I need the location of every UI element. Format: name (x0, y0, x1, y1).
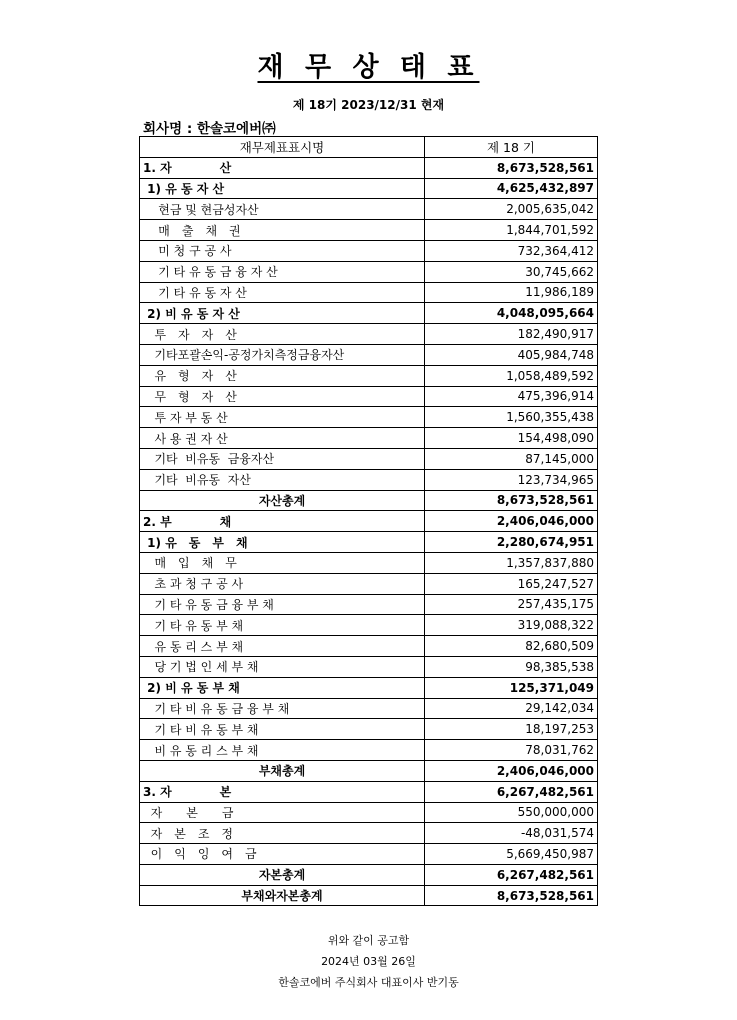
row-amount: -48,031,574 (425, 823, 598, 844)
table-row (140, 178, 598, 199)
table-row (140, 594, 598, 615)
row-label: 기 타 유 동 금 융 자 산 (140, 261, 425, 282)
row-label: 3. 자 본 (140, 781, 425, 802)
table-row (140, 469, 598, 490)
company-name: 회사명 : 한솔코에버㈜ (143, 121, 276, 137)
table-row (140, 740, 598, 761)
row-amount: 4,048,095,664 (425, 303, 598, 324)
row-label: 1) 유 동 부 채 (140, 532, 425, 553)
table-row (140, 677, 598, 698)
table-row (140, 802, 598, 823)
row-label: 기타포괄손익-공정가치측정금융자산 (140, 344, 425, 365)
table-row (140, 864, 598, 885)
table-row (140, 365, 598, 386)
row-amount: 82,680,509 (425, 636, 598, 657)
row-label: 2) 비 유 동 자 산 (140, 303, 425, 324)
table-row (140, 844, 598, 865)
table-row (140, 282, 598, 303)
table-row (140, 656, 598, 677)
balance-sheet-table (139, 136, 598, 906)
row-amount: 98,385,538 (425, 656, 598, 677)
table-row (140, 760, 598, 781)
row-label: 부채총계 (140, 760, 425, 781)
row-label: 2. 부 채 (140, 511, 425, 532)
row-amount: 123,734,965 (425, 469, 598, 490)
row-amount: 8,673,528,561 (425, 490, 598, 511)
row-amount: 5,669,450,987 (425, 844, 598, 865)
row-amount: 6,267,482,561 (425, 864, 598, 885)
row-amount: 125,371,049 (425, 677, 598, 698)
row-amount: 165,247,527 (425, 573, 598, 594)
row-label: 사 용 권 자 산 (140, 428, 425, 449)
table-row (140, 261, 598, 282)
table-row (140, 698, 598, 719)
table-row (140, 157, 598, 178)
row-amount: 2,406,046,000 (425, 760, 598, 781)
row-amount: 1,844,701,592 (425, 220, 598, 241)
row-label: 기 타 유 동 금 융 부 채 (140, 594, 425, 615)
row-label: 기 타 비 유 동 금 융 부 채 (140, 698, 425, 719)
row-amount: 182,490,917 (425, 324, 598, 345)
row-label: 무 형 자 산 (140, 386, 425, 407)
row-amount: 2,280,674,951 (425, 532, 598, 553)
row-label: 이 익 잉 여 금 (140, 844, 425, 865)
row-label: 자 본 조 정 (140, 823, 425, 844)
row-label: 2) 비 유 동 부 채 (140, 677, 425, 698)
column-header-period: 제 18 기 (425, 137, 598, 158)
row-label: 자산총계 (140, 490, 425, 511)
row-amount: 405,984,748 (425, 344, 598, 365)
row-amount: 4,625,432,897 (425, 178, 598, 199)
table-row (140, 781, 598, 802)
table-row (140, 220, 598, 241)
row-amount: 2,406,046,000 (425, 511, 598, 532)
row-label: 매 출 채 권 (140, 220, 425, 241)
row-label: 부채와자본총계 (140, 885, 425, 906)
row-amount: 8,673,528,561 (425, 157, 598, 178)
table-row (140, 511, 598, 532)
table-row (140, 490, 598, 511)
row-label: 기타 비유동 자산 (140, 469, 425, 490)
table-row (140, 303, 598, 324)
row-amount: 87,145,000 (425, 448, 598, 469)
row-amount: 11,986,189 (425, 282, 598, 303)
table-row (140, 240, 598, 261)
row-amount: 29,142,034 (425, 698, 598, 719)
row-label: 현금 및 현금성자산 (140, 199, 425, 220)
footer-notice: 위와 같이 공고함 (327, 934, 410, 947)
period-label: 제 18기 2023/12/31 현재 (292, 98, 445, 112)
table-row (140, 552, 598, 573)
row-amount: 8,673,528,561 (425, 885, 598, 906)
row-amount: 1,560,355,438 (425, 407, 598, 428)
row-amount: 732,364,412 (425, 240, 598, 261)
row-amount: 1,058,489,592 (425, 365, 598, 386)
row-amount: 18,197,253 (425, 719, 598, 740)
table-row (140, 344, 598, 365)
footer-signature: 한솔코에버 주식회사 대표이사 반기동 (278, 976, 459, 989)
row-amount: 30,745,662 (425, 261, 598, 282)
table-row (140, 448, 598, 469)
row-amount: 154,498,090 (425, 428, 598, 449)
row-label: 유 형 자 산 (140, 365, 425, 386)
row-label: 당 기 법 인 세 부 채 (140, 656, 425, 677)
document-title: 재 무 상 태 표 (257, 52, 480, 83)
table-row (140, 823, 598, 844)
row-amount: 257,435,175 (425, 594, 598, 615)
row-amount: 78,031,762 (425, 740, 598, 761)
table-row (140, 199, 598, 220)
row-label: 기 타 비 유 동 부 채 (140, 719, 425, 740)
row-label: 투 자 부 동 산 (140, 407, 425, 428)
row-amount: 475,396,914 (425, 386, 598, 407)
row-amount: 319,088,322 (425, 615, 598, 636)
row-label: 초 과 청 구 공 사 (140, 573, 425, 594)
row-label: 1. 자 산 (140, 157, 425, 178)
row-label: 자 본 금 (140, 802, 425, 823)
table-row (140, 324, 598, 345)
row-label: 미 청 구 공 사 (140, 240, 425, 261)
row-label: 기 타 유 동 부 채 (140, 615, 425, 636)
table-row (140, 719, 598, 740)
row-amount: 6,267,482,561 (425, 781, 598, 802)
table-row (140, 615, 598, 636)
table-row (140, 532, 598, 553)
row-label: 유 동 리 스 부 채 (140, 636, 425, 657)
row-label: 투 자 자 산 (140, 324, 425, 345)
table-row (140, 386, 598, 407)
table-row (140, 428, 598, 449)
row-label: 매 입 채 무 (140, 552, 425, 573)
row-label: 기타 비유동 금융자산 (140, 448, 425, 469)
row-label: 1) 유 동 자 산 (140, 178, 425, 199)
row-amount: 2,005,635,042 (425, 199, 598, 220)
footer-date: 2024년 03월 26일 (321, 955, 416, 968)
row-amount: 1,357,837,880 (425, 552, 598, 573)
table-header-row (140, 137, 598, 158)
row-label: 기 타 유 동 자 산 (140, 282, 425, 303)
table-row (140, 885, 598, 906)
row-label: 자본총계 (140, 864, 425, 885)
table-row (140, 636, 598, 657)
row-label: 비 유 동 리 스 부 채 (140, 740, 425, 761)
column-header-item: 재무제표표시명 (140, 137, 425, 158)
table-row (140, 573, 598, 594)
row-amount: 550,000,000 (425, 802, 598, 823)
table-row (140, 407, 598, 428)
